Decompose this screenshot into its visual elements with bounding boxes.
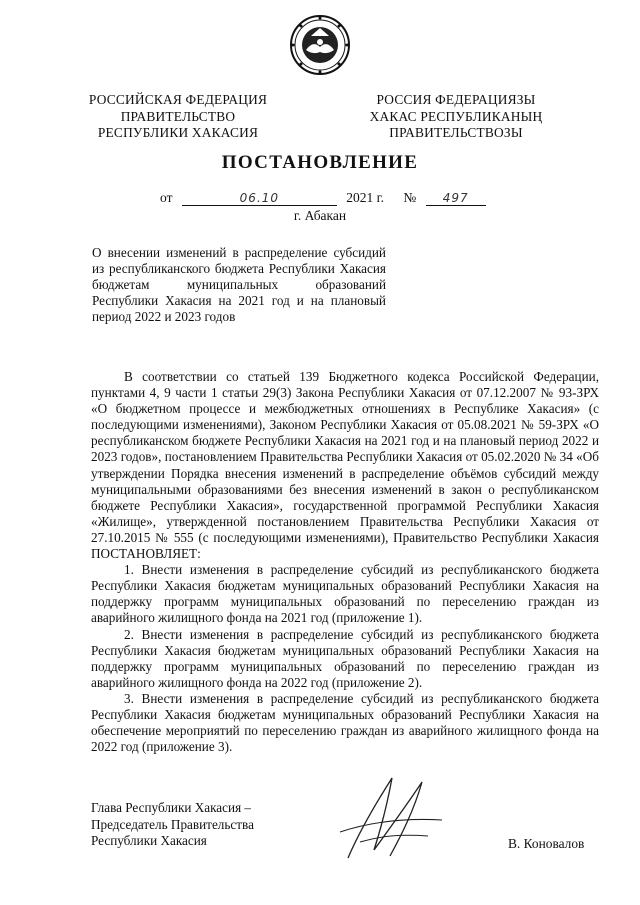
coat-of-arms-emblem (289, 14, 351, 76)
number-field (426, 190, 486, 206)
header-right-line-2: ХАКАС РЕСПУБЛИКАНЫҢ (369, 108, 543, 124)
date-number-line (160, 190, 486, 206)
header-left-line-2: ПРАВИТЕЛЬСТВО (120, 108, 236, 124)
header-left-block (78, 92, 278, 142)
header-left-line-3: РЕСПУБЛИКИ ХАКАСИЯ (97, 125, 259, 140)
header-right-line-1: РОССИЯ ФЕДЕРАЦИЯЗЫ (376, 92, 536, 107)
signatory-title-line-3: Республики Хакасия (91, 833, 207, 848)
date-field (182, 190, 337, 206)
body-preamble: В соответствии со статьей 139 Бюджетного кодекса Российской Федерации, пунктами 4, 9 части 1 статьи 29(3) Закона Республики Хакасия от 07.12.2007 № 93-ЗРХ «О бюджетном процессе и межбюджетных отношениях в Республике Хакасия» (с последующими изменениями), Законом Республики Хакасия от 05.08.2021 № 59-ЗРХ «О республиканском бюджете Республики Хакасия на 2021 год и на плановый период 2022 и 2023 годов», постановлением Правительства Республики Хакасия от 05.02.2020 № 34 «Об утверждении Порядка внесения изменений в распределение объёмов субсидий между муниципальными образованиями без внесения изменений в закон о республиканском бюджете Республики Хакасия», государственной программой Республики Хакасия «Жилище», утвержденной постановлением Правительства Республики Хакасия от 27.10.2015 № 555 (с последующими изменениями), Правительство Республики Хакасия ПОСТАНОВЛЯЕТ: (91, 369, 599, 562)
number-label: № (403, 190, 417, 205)
document-body (91, 369, 599, 755)
from-label: от (160, 190, 173, 205)
header-right-block (356, 92, 556, 142)
body-item-2: 2. Внести изменения в распределение субсидий из республиканского бюджета Республики Хакасия бюджетам муниципальных образований Республики Хакасия на поддержку программ муниципальных образований по переселению граждан из аварийного жилищного фонда на 2022 год (приложение 2). (91, 626, 599, 690)
signatory-name: В. Коновалов (508, 836, 585, 851)
document-subject: О внесении изменений в распределение субсидий из республиканского бюджета Республики Хакасия бюджетам муниципальных образований Республики Хакасия на 2021 год и на плановый период 2022 и 2023 годов (92, 245, 386, 324)
number-handwritten: 497 (442, 191, 469, 205)
body-item-1: 1. Внести изменения в распределение субсидий из республиканского бюджета Республики Хакасия бюджетам муниципальных образований Республики Хакасия на поддержку программ муниципальных образований по переселению граждан из аварийного жилищного фонда на 2021 год (приложение 1). (91, 562, 599, 626)
city-label: г. Абакан (293, 208, 347, 223)
signatory-title-line-1: Глава Республики Хакасия – (91, 800, 252, 815)
header-right-line-3: ПРАВИТЕЛЬСТВОЗЫ (389, 125, 523, 140)
body-item-3: 3. Внести изменения в распределение субсидий из республиканского бюджета Республики Хакасия бюджетам муниципальных образований Республики Хакасия на обеспечение мероприятий по переселению граждан из аварийного жилищного фонда на 2022 год (приложение 3). (91, 690, 599, 755)
signatory-title (91, 800, 254, 850)
handwritten-signature (330, 770, 450, 865)
document-type-title: ПОСТАНОВЛЕНИЕ (221, 152, 419, 173)
signatory-title-line-2: Председатель Правительства (91, 816, 254, 832)
header-left-line-1: РОССИЙСКАЯ ФЕДЕРАЦИЯ (88, 92, 268, 107)
date-handwritten: 06.10 (239, 191, 280, 205)
year-label: 2021 г. (346, 190, 384, 205)
